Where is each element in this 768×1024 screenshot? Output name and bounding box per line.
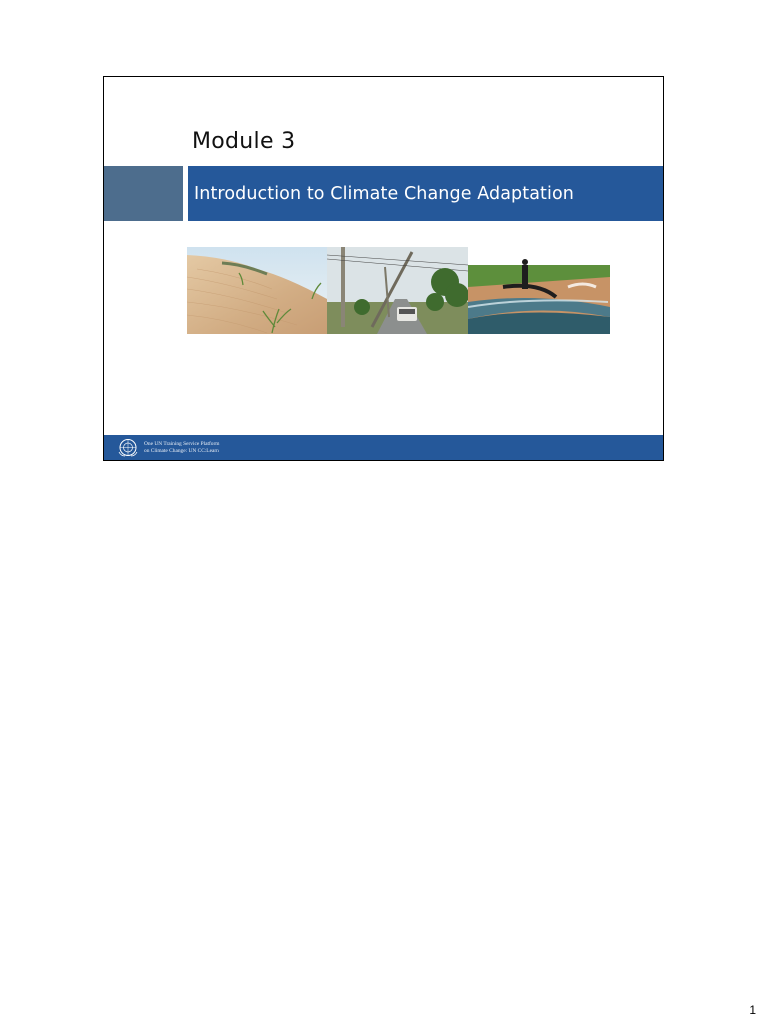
irrigation-channel-photo xyxy=(468,247,610,334)
slide-subtitle: Introduction to Climate Change Adaptation xyxy=(194,183,574,204)
un-emblem-icon xyxy=(117,438,139,457)
slide-title: Module 3 xyxy=(192,129,296,154)
footer-line-1: One UN Training Service Platform xyxy=(144,440,220,447)
photo-strip xyxy=(187,247,610,334)
page-number: 1 xyxy=(749,1003,756,1017)
subtitle-bar xyxy=(188,166,663,221)
desert-dune-photo xyxy=(187,247,327,334)
storm-damaged-road-photo xyxy=(327,247,468,334)
footer-bar xyxy=(104,435,663,460)
accent-block xyxy=(104,166,183,221)
footer-line-2: on Climate Change: UN CC:Learn xyxy=(144,447,219,454)
footer-text xyxy=(144,441,219,455)
slide xyxy=(103,76,664,461)
